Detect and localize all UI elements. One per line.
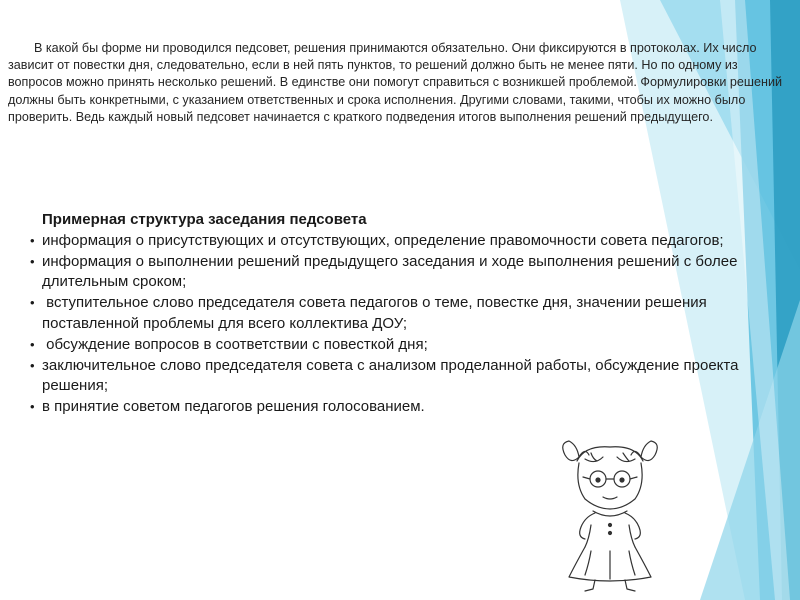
meeting-structure <box>30 210 774 418</box>
bullet-icon: • <box>30 399 35 415</box>
list-item-text: информация о выполнении решений предыдущего заседания и ходе выполнения решений с более длительным сроком; <box>42 252 738 291</box>
list-item-text: в принятие советом педагогов решения голосованием. <box>42 398 425 416</box>
girl-with-glasses-drawing <box>555 435 665 595</box>
list-item <box>30 252 774 294</box>
list-item-text: заключительное слово председателя совета с анализом проделанной работы, обсуждение проекта решения; <box>42 356 739 395</box>
intro-paragraph: В какой бы форме ни проводился педсовет, решения принимаются обязательно. Они фиксируются в протоколах. Их число зависит от повестки дня, следовательно, если в ней пять пунктов, то решений должно быть не менее пяти. Но по одному из вопросов можно принять несколько решений. В единстве они помогут справиться с возникшей проблемой. Формулировки решений должны быть конкретными, с указанием ответственных и срока исполнения. Другими словами, такими, чтобы их можно было проверить. Ведь каждый новый педсовет начинается с краткого подведения итогов выполнения решений предыдущего. <box>8 41 783 124</box>
list-item-text: обсуждение вопросов в соответствии с повесткой дня; <box>42 335 428 353</box>
list-item-text: вступительное слово председателя совета педагогов о теме, повестке дня, значении решения поставленной проблемы для всего коллектива ДОУ; <box>42 294 711 332</box>
structure-list <box>30 231 774 418</box>
list-item-text: информация о присутствующих и отсутствующих, определение правомочности совета педагогов; <box>42 231 724 249</box>
bullet-icon: • <box>30 357 35 373</box>
structure-title: Примерная структура заседания педсовета <box>42 211 367 228</box>
list-item <box>30 335 774 356</box>
bullet-icon: • <box>30 336 35 352</box>
list-item <box>30 293 774 335</box>
list-item <box>30 356 774 398</box>
bullet-icon: • <box>30 232 35 248</box>
list-item <box>30 231 774 252</box>
list-item <box>30 397 774 418</box>
bullet-icon: • <box>30 253 35 269</box>
bullet-icon: • <box>30 295 35 311</box>
